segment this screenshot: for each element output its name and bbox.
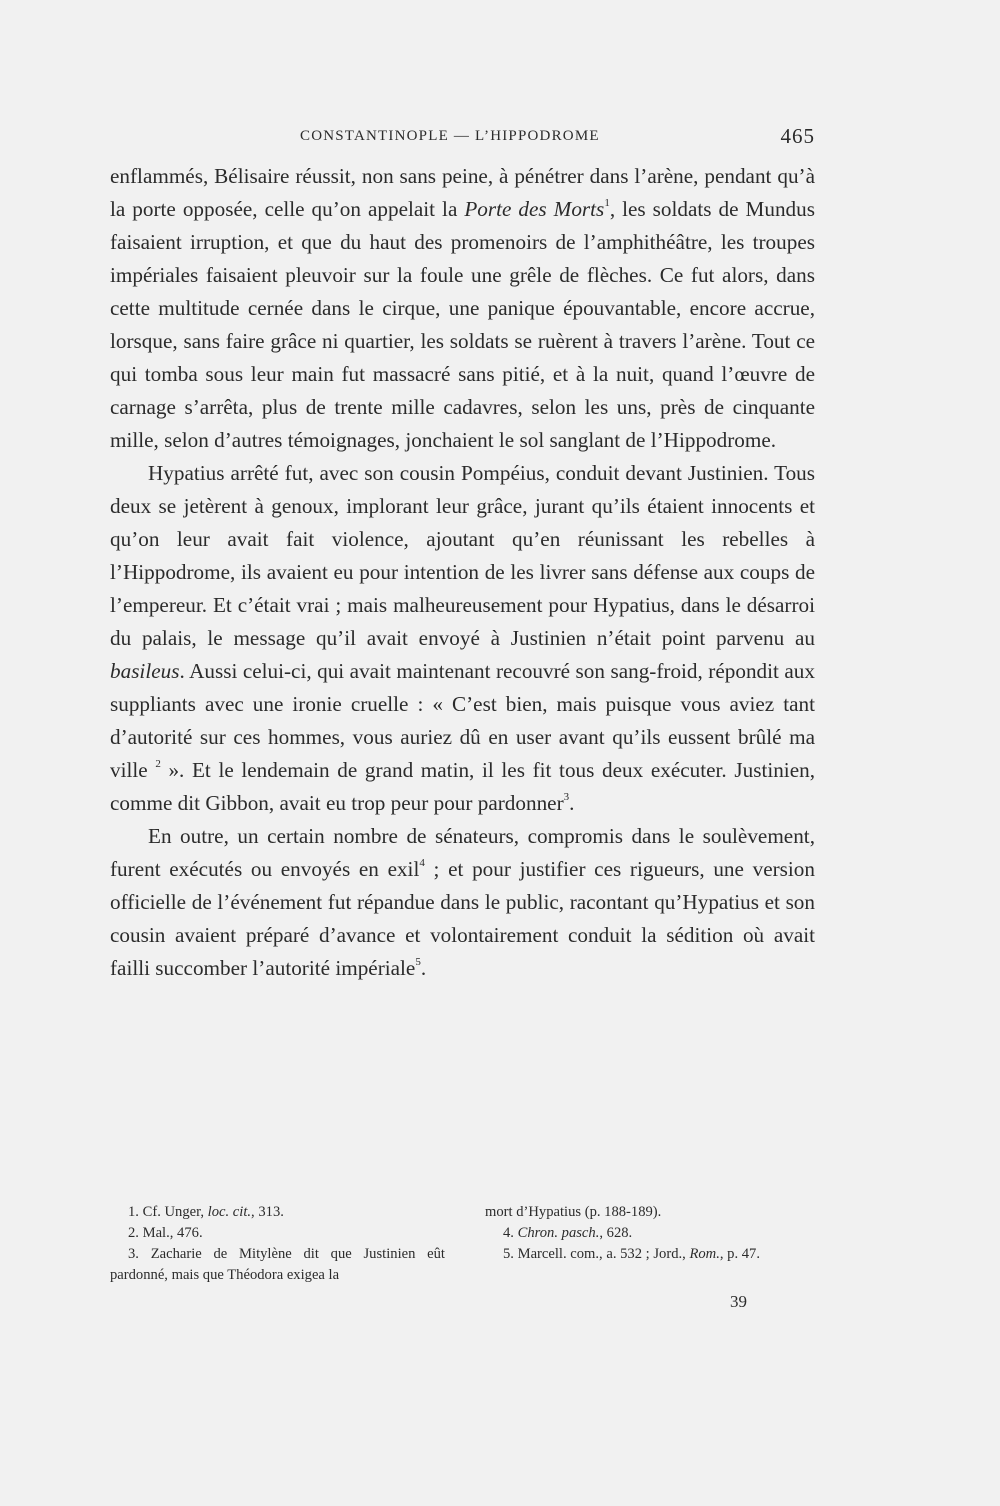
text-segment: 2. Mal., 476. bbox=[128, 1225, 203, 1241]
text-segment: 1. Cf. Unger, bbox=[128, 1204, 208, 1220]
footnote-ref: 3 bbox=[563, 790, 570, 803]
text-segment: ; et pour justifier ces rigueurs, une version officielle de l’événement fut répandue dans le public, racontant qu’Hypatius et son cousin avaient préparé d’avance et volontairement conduit la sédition où avait failli succomber l’autorité impériale bbox=[110, 857, 815, 980]
footnote bbox=[110, 1244, 445, 1286]
text-segment: 5. Marcell. com., a. 532 ; Jord., bbox=[503, 1246, 690, 1262]
page-number: 465 bbox=[780, 124, 815, 148]
footnote bbox=[110, 1223, 445, 1244]
footnote bbox=[110, 1202, 445, 1223]
footnote-ref: 1 bbox=[604, 196, 610, 209]
italic-text: loc. cit. bbox=[207, 1204, 252, 1220]
paragraph bbox=[110, 457, 815, 820]
text-segment: . bbox=[569, 791, 575, 815]
body-text bbox=[110, 160, 815, 985]
footnote-ref: 5 bbox=[415, 955, 421, 968]
running-title: CONSTANTINOPLE — L’HIPPODROME bbox=[300, 128, 600, 144]
text-segment: , p. 47. bbox=[719, 1246, 760, 1262]
paragraph bbox=[110, 160, 815, 457]
footnotes-right-column bbox=[485, 1202, 815, 1265]
footnotes-left-column bbox=[110, 1202, 445, 1286]
running-head bbox=[110, 124, 815, 154]
text-segment: 3. Zacharie de Mitylène dit que Justinien eût pardonné, mais que Théodora exigea la bbox=[110, 1246, 445, 1283]
text-segment: ». Et le lendemain de grand matin, il les fit tous deux exécuter. Justinien, comme dit Gibbon, avait eu trop peur pour pardonner bbox=[110, 758, 815, 815]
text-segment: , les soldats de Mundus faisaient irruption, et que du haut des promenoirs de l’amphithéâtre, les troupes impériales faisaient pleuvoir sur la foule une grêle de flèches. Ce fut alors, dans cette multitude cernée dans le cirque, une panique épouvantable, encore accrue, lorsque, sans faire grâce ni quartier, les soldats se ruèrent à travers l’arène. Tout ce qui tomba sous leur main fut massacré sans pitié, et à la nuit, quand l’œuvre de carnage s’arrêta, plus de trente mille cadavres, selon les uns, près de cinquante mille, selon d’autres témoignages, jonchaient le sol sanglant de l’Hippodrome. bbox=[110, 197, 815, 452]
italic-text: Porte des Morts bbox=[464, 197, 605, 221]
footnote bbox=[485, 1223, 815, 1244]
paragraph bbox=[110, 820, 815, 985]
italic-text: basileus bbox=[110, 659, 180, 683]
footnote-ref: 4 bbox=[419, 856, 425, 869]
text-segment: , 313. bbox=[251, 1204, 284, 1220]
text-segment: 4. bbox=[503, 1225, 518, 1241]
text-segment: mort d’Hypatius (p. 188-189). bbox=[485, 1204, 662, 1220]
text-segment: . bbox=[420, 956, 427, 980]
text-segment: . Aussi celui-ci, qui avait maintenant recouvré son sang-froid, répondit aux suppliants avec une ironie cruelle : « C’est bien, mais puisque vous aviez tant d’autorité sur ces hommes, vous auriez dû en user avant qu’ils eussent brûlé ma ville bbox=[110, 659, 815, 782]
signature-mark: 39 bbox=[730, 1292, 747, 1311]
text-segment: Hypatius arrêté fut, avec son cousin Pompéius, conduit devant Justinien. Tous deux se jetèrent à genoux, implorant leur grâce, jurant qu’ils étaient innocents et qu’on leur avait fait violence, ajoutant qu’en réunissant les rebelles à l’Hippodrome, ils avaient eu pour intention de les livrer sans défense aux coups de l’empereur. Et c’était vrai ; mais malheureusement pour Hypatius, dans le désarroi du palais, le message qu’il avait envoyé à Justinien n’était point parvenu au bbox=[110, 461, 815, 650]
text-segment: En outre, un certain nombre de sénateurs, compromis dans le soulèvement, furent exécutés ou envoyés en exil bbox=[110, 824, 815, 881]
footnote-ref: 2 bbox=[155, 757, 161, 770]
text-segment: , 628. bbox=[599, 1225, 633, 1241]
italic-text: Rom. bbox=[689, 1246, 720, 1262]
footnote bbox=[485, 1244, 815, 1265]
italic-text: Chron. pasch. bbox=[517, 1225, 600, 1241]
footnote bbox=[485, 1202, 815, 1223]
text-segment: enflammés, Bélisaire réussit, non sans peine, à pénétrer dans l’arène, pendant qu’à la porte opposée, celle qu’on appelait la bbox=[110, 164, 815, 221]
